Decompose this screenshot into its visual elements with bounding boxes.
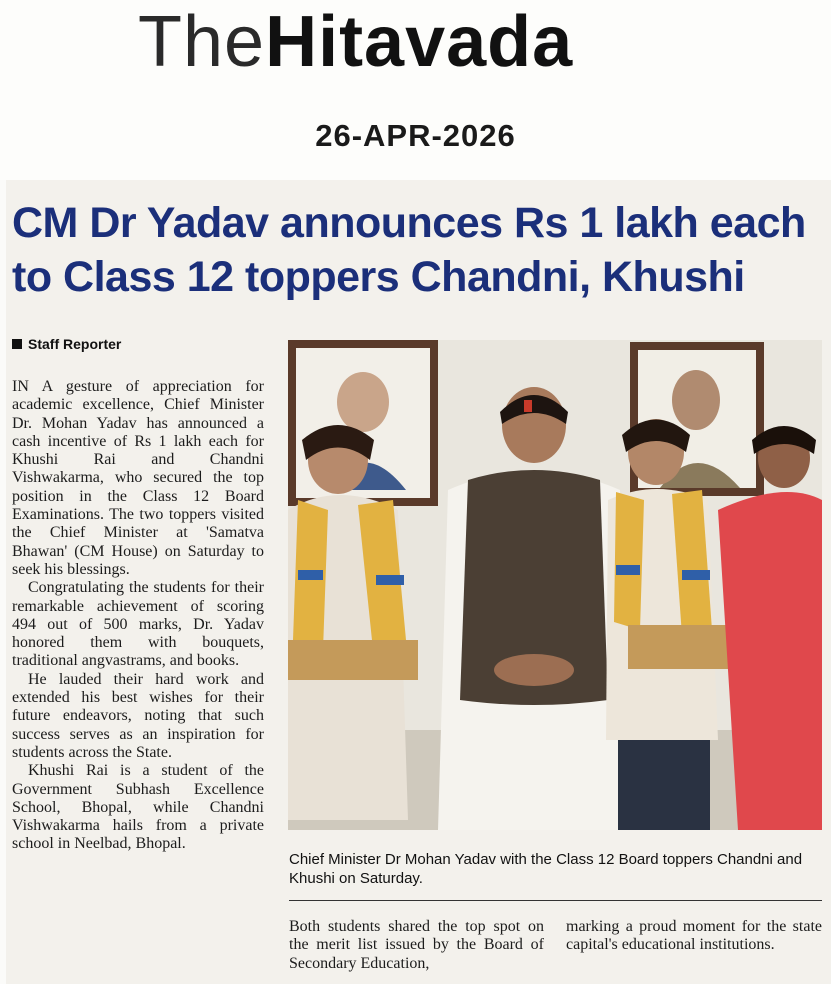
byline-text: Staff Reporter xyxy=(28,336,122,352)
article-paragraph: Both students shared the top spot on the merit list issued by the Board of Secondary Education, xyxy=(289,918,544,972)
newspaper-title-the: The xyxy=(138,2,266,82)
article-paragraph: IN A gesture of appreciation for academic excellence, Chief Minister Dr. Mohan Yadav has announced a cash incentive of Rs 1 lakh each for Khushi Rai and Chandni Vishwakarma, who secured the top position in the Class 12 Board Examinations. The two toppers visited the Chief Minister at 'Samatva Bhawan' (CM House) on Saturday to seek his blessings. xyxy=(12,378,264,578)
newspaper-title xyxy=(138,2,573,82)
newspaper-title-name: Hitavada xyxy=(265,2,574,82)
photo-caption: Chief Minister Dr Mohan Yadav with the Class 12 Board toppers Chandni and Khushi on Saturday. xyxy=(289,851,803,887)
article-headline: CM Dr Yadav announces Rs 1 lakh each to Class 12 toppers Chandni, Khushi xyxy=(12,199,806,301)
article-column-2 xyxy=(289,918,544,973)
caption-divider xyxy=(289,900,822,901)
article-paragraph: He lauded their hard work and extended his best wishes for their future endeavors, noting that such success serves as an inspiration for students across the State. xyxy=(12,670,264,761)
byline xyxy=(12,336,121,352)
article-column-3 xyxy=(566,918,822,955)
edition-date: 26-APR-2026 xyxy=(315,118,516,153)
article-paragraph: marking a proud moment for the state capital's educational institutions. xyxy=(566,918,822,954)
news-photo xyxy=(288,340,822,830)
masthead xyxy=(0,0,831,180)
photo-illustration xyxy=(288,340,822,830)
article-column-1 xyxy=(12,378,264,854)
byline-square-icon xyxy=(12,339,22,349)
article-paragraph: Congratulating the students for their remarkable achievement of scoring 494 out of 500 marks, Dr. Yadav honored them with bouquets, traditional angvastrams, and books. xyxy=(12,579,264,670)
article-paragraph: Khushi Rai is a student of the Government Subhash Excellence School, Bhopal, while Chandni Vishwakarma hails from a private school in Neelbad, Bhopal. xyxy=(12,762,264,853)
